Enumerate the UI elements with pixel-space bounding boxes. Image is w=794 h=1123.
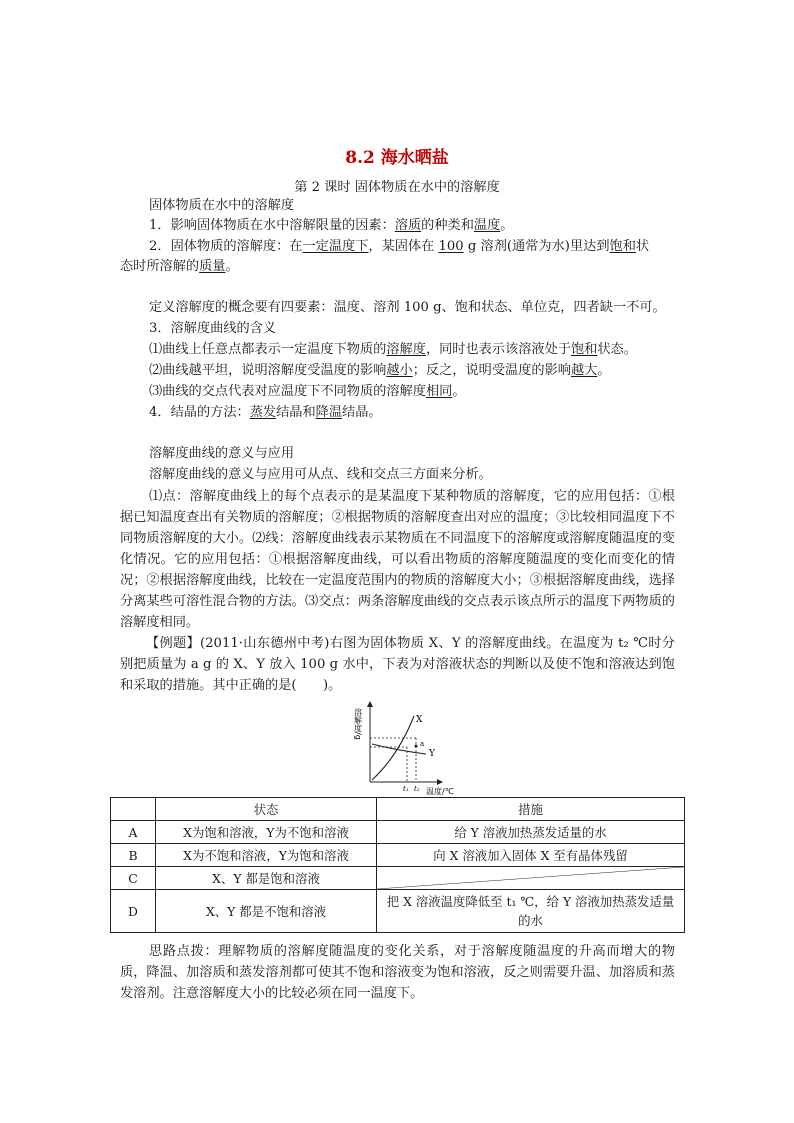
table-row xyxy=(111,867,685,890)
item-1: 1．影响固体物质在水中溶解限量的因素：溶质的种类和温度。 xyxy=(149,218,514,233)
sub-2: ⑵曲线越平坦，说明溶解度受温度的影响越小；反之，说明受温度的影响越大。 xyxy=(149,363,611,378)
section2-heading: 溶解度曲线的意义与应用 xyxy=(149,446,295,461)
page-subtitle: 第 2 课时 固体物质在水中的溶解度 xyxy=(294,180,500,195)
page-title: 8.2 海水晒盐 xyxy=(345,148,449,168)
header-cell-measure: 措施 xyxy=(377,798,685,821)
option-label: D xyxy=(111,890,156,933)
table-row xyxy=(111,821,685,844)
example-label: 【例题】 xyxy=(146,636,201,651)
option-state: X为不饱和溶液，Y为饱和溶液 xyxy=(156,844,377,867)
header-cell-state: 状态 xyxy=(156,798,377,821)
example-paragraph xyxy=(120,633,675,696)
options-table xyxy=(110,797,685,933)
sub-3: ⑶曲线的交点代表对应温度下不同物质的溶解度相同。 xyxy=(149,384,466,399)
option-label: B xyxy=(111,844,156,867)
y-axis-label: 溶解度/g xyxy=(353,708,363,740)
option-label: A xyxy=(111,821,156,844)
option-measure: 给 Y 溶液加热蒸发适量的水 xyxy=(377,821,685,844)
option-measure: 向 X 溶液加入固体 X 至有晶体残留 xyxy=(377,844,685,867)
item-4: 4．结晶的方法：蒸发结晶和降温结晶。 xyxy=(149,405,382,420)
section2-intro: 溶解度曲线的意义与应用可从点、线和交点三方面来分析。 xyxy=(149,467,492,482)
table-row xyxy=(111,890,685,933)
table-row xyxy=(111,844,685,867)
item-3: 3．溶解度曲线的含义 xyxy=(149,321,277,336)
table-header-row xyxy=(111,798,685,821)
tick-t2: t₂ xyxy=(414,785,420,793)
option-state: X为饱和溶液，Y为不饱和溶液 xyxy=(156,821,377,844)
option-measure-empty xyxy=(377,867,685,890)
tick-t1: t₁ xyxy=(403,785,409,793)
section2-body: ⑴点：溶解度曲线上的每个点表示的是某温度下某种物质的溶解度，它的应用包括：①根据已知温度查出有关物质的溶解度；②根据物质的溶解度查出对应的温度；③比较相同温度下不同物质溶解度的大小。⑵线：溶解度曲线表示某物质在不同温度下的溶解度或溶解度随温度的变化情况。它的应用包括：①根据溶解度曲线，可以看出物质的溶解度随温度的变化而变化的情况；②根据溶解度曲线，比较在一定温度范围内的物质的溶解度大小；③根据溶解度曲线，选择分离某些可溶性混合物的方法。⑶交点：两条溶解度曲线的交点表示该点所示的温度下两物质的溶解度相同。 xyxy=(120,489,675,630)
hint-paragraph: 思路点拨：理解物质的溶解度随温度的变化关系，对于溶解度随温度的升高而增大的物质，降温、加溶质和蒸发溶剂都可使其不饱和溶液变为饱和溶液，反之则需要升温、加溶质和蒸发溶剂。注意溶解度大小的比较必须在同一温度下。 xyxy=(120,944,675,1001)
item-2: 2．固体物质的溶解度：在一定温度下，某固体在 100 g 溶剂(通常为水)里达到饱和状 xyxy=(149,239,650,254)
point-a xyxy=(415,745,418,748)
solubility-chart xyxy=(336,698,466,796)
series-x-label: X xyxy=(416,715,423,725)
diagonal-strike xyxy=(377,867,684,889)
header-cell-blank xyxy=(111,798,156,821)
section1-heading: 固体物质在水中的溶解度 xyxy=(149,198,295,213)
series-y-label: Y xyxy=(429,749,435,759)
curve-x xyxy=(372,716,414,780)
x-axis-label: 温度/℃ xyxy=(426,787,454,796)
item-2-cont: 态时所溶解的质量。 xyxy=(120,259,239,274)
option-state: X、Y 都是饱和溶液 xyxy=(156,867,377,890)
point-a-label: a xyxy=(420,740,425,748)
option-state: X、Y 都是不饱和溶液 xyxy=(156,890,377,933)
option-label: C xyxy=(111,867,156,890)
definition-note: 定义溶解度的概念要有四要素：温度、溶剂 100 g、饱和状态、单位克，四者缺一不可。 xyxy=(149,300,666,315)
option-measure: 把 X 溶液温度降低至 t₁ ℃，给 Y 溶液加热蒸发适量的水 xyxy=(377,890,685,933)
sub-1: ⑴曲线上任意点都表示一定温度下物质的溶解度，同时也表示该溶液处于饱和状态。 xyxy=(149,342,637,357)
example-text: (2011·山东德州中考)右图为固体物质 X、Y 的溶解度曲线。在温度为 t₂ ℃时分别把质量为 a g 的 X、Y 放入 100 g 水中，下表为对溶液状态的判断以及使不饱和溶液达到饱和采取的措施。其中正确的是( )。 xyxy=(120,636,675,693)
